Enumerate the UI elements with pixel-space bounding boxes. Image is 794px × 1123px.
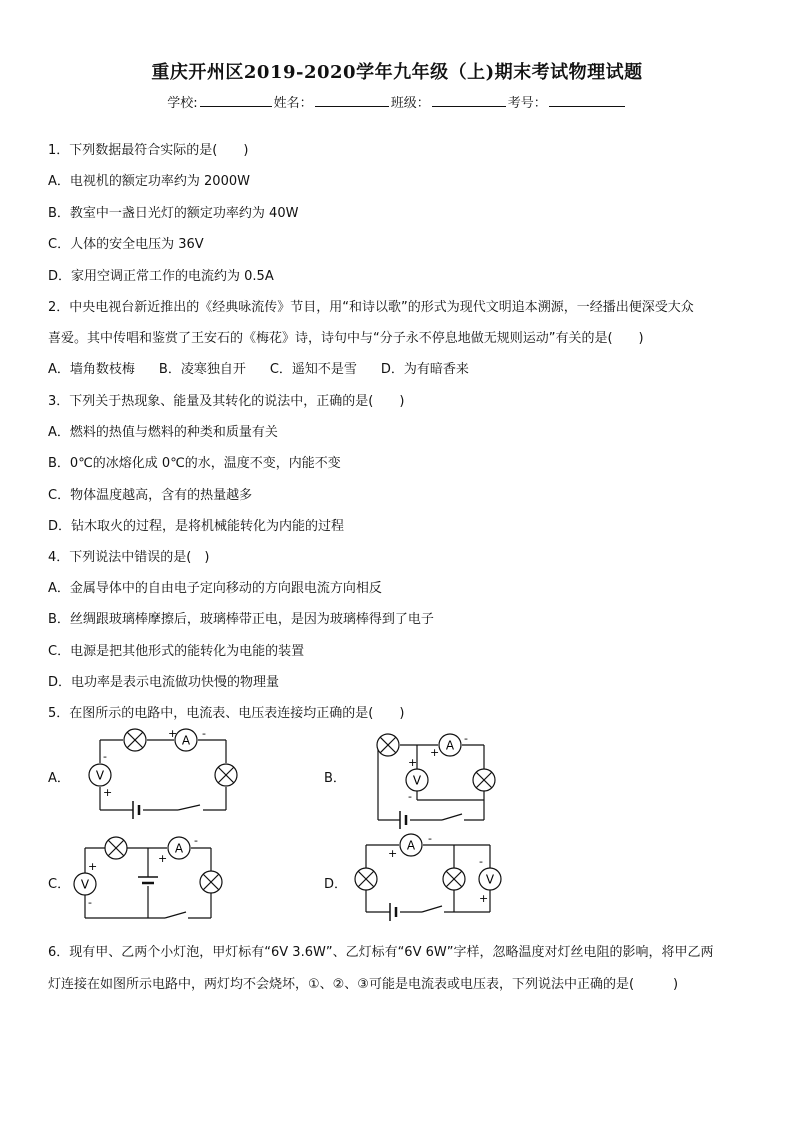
circuit-b-voltmeter-label: V [412,773,422,788]
circuit-c-voltmeter-plus: + [88,860,98,873]
q2-stem-line1: 2．中央电视台新近推出的《经典咏流传》节目，用“和诗以歌”的形式为现代文明追本溯源，一经播出便深受大众 [48,300,694,315]
circuit-b-voltmeter-plus: + [408,756,418,769]
q4-option-b: B．丝绸跟玻璃棒摩擦后，玻璃棒带正电，是因为玻璃棒得到了电子 [48,612,434,627]
student-info-row [0,92,794,111]
circuit-d-ammeter-label: A [406,838,416,853]
circuit-c-diagram [70,830,230,925]
circuit-d-voltmeter-plus: + [479,892,489,905]
q3-option-d: D．钻木取火的过程，是将机械能转化为内能的过程 [48,519,345,534]
q5-label-b: B． [324,771,346,786]
circuit-b-lamp-top [377,734,399,756]
circuit-b-lamp-right [473,769,495,791]
q6-stem-line1: 6．现有甲、乙两个小灯泡，甲灯标有“6V 3.6W”、乙灯标有“6V 6W”字样，忽略温度对灯丝电阻的影响，将甲乙两 [48,945,714,960]
q1-stem: 1．下列数据最符合实际的是( ) [48,143,249,158]
circuit-b-ammeter-label: A [445,738,455,753]
circuit-d-voltmeter-label: V [485,872,495,887]
school-label: 学校: [167,96,198,111]
page-title: 重庆开州区2019-2020学年九年级（上)期末考试物理试题 [151,62,643,83]
q4-option-d: D．电功率是表示电流做功快慢的物理量 [48,675,280,690]
circuit-c-lamp-top [105,837,127,859]
circuit-c-ammeter-minus: - [194,834,198,847]
circuit-d-ammeter-minus: - [428,832,432,845]
circuit-d-voltmeter-minus: - [479,855,483,868]
circuit-a-voltmeter-label: V [95,768,105,783]
circuit-d-lamp-middle [443,868,465,890]
circuit-a-voltmeter-minus: - [103,750,107,763]
circuit-b-diagram [360,730,510,835]
q1-option-b: B．教室中一盏日光灯的额定功率约为 40W [48,206,299,221]
q5-label-d: D． [324,877,348,892]
q2-option-d: D．为有暗香来 [380,362,469,377]
q1-option-c: C．人体的安全电压为 36V [48,237,204,252]
circuit-d-lamp-left [355,868,377,890]
q2-option-a: A．墙角数枝梅 [48,362,135,377]
exam-no-blank[interactable] [549,94,625,107]
circuit-a-lamp-right [215,764,237,786]
q5-label-a: A． [48,771,70,786]
exam-no-label: 考号： [507,96,547,111]
q4-option-a: A．金属导体中的自由电子定向移动的方向跟电流方向相反 [48,581,382,596]
circuit-a-voltmeter-plus: + [103,786,113,799]
q3-option-a: A．燃料的热值与燃料的种类和质量有关 [48,425,278,440]
q3-option-c: C．物体温度越高，含有的热量越多 [48,488,253,503]
circuit-c-ammeter-label: A [174,841,184,856]
q5-label-c: C． [48,877,71,892]
circuit-a-ammeter-minus: - [202,727,206,740]
q2-stem-line2: 喜爱。其中传唱和鉴赏了王安石的《梅花》诗，诗句中与“分子永不停息地做无规则运动”有关的是( ) [48,331,644,346]
circuit-c-voltmeter-minus: - [88,896,92,909]
q1-option-d: D．家用空调正常工作的电流约为 0.5A [48,269,274,284]
q3-stem: 3．下列关于热现象、能量及其转化的说法中，正确的是( ) [48,394,405,409]
circuit-a-ammeter-plus: + [168,727,178,740]
circuit-c-lamp-right [200,871,222,893]
q4-option-c: C．电源是把其他形式的能转化为电能的装置 [48,644,305,659]
class-blank[interactable] [432,94,506,107]
circuit-a-ammeter-label: A [181,733,191,748]
q2-option-c: C．遥知不是雪 [269,362,357,377]
circuit-d-diagram [350,830,510,925]
name-label: 姓名： [273,96,313,111]
circuit-a-lamp-top [124,729,146,751]
q5-stem: 5．在图所示的电路中，电流表、电压表连接均正确的是( ) [48,706,405,721]
name-blank[interactable] [315,94,389,107]
circuit-a-diagram [80,725,250,825]
school-blank[interactable] [200,94,272,107]
q1-option-a: A．电视机的额定功率约为 2000W [48,174,250,189]
q2-option-b: B．凌寒独自开 [158,362,246,377]
circuit-b-ammeter-plus: + [430,746,440,759]
q2-options [48,358,493,377]
class-label: 班级： [390,96,430,111]
q4-stem: 4．下列说法中错误的是( ) [48,550,210,565]
q3-option-b: B．0℃的冰熔化成 0℃的水，温度不变，内能不变 [48,456,341,471]
circuit-b-voltmeter-minus: - [408,790,412,803]
circuit-b-ammeter-minus: - [464,732,468,745]
circuit-c-ammeter-plus: + [158,852,168,865]
circuit-c-voltmeter-label: V [80,877,90,892]
q6-stem-line2: 灯连接在如图所示电路中，两灯均不会烧坏，①、②、③可能是电流表或电压表，下列说法中正确的是( ) [48,977,679,992]
circuit-d-ammeter-plus: + [388,847,398,860]
